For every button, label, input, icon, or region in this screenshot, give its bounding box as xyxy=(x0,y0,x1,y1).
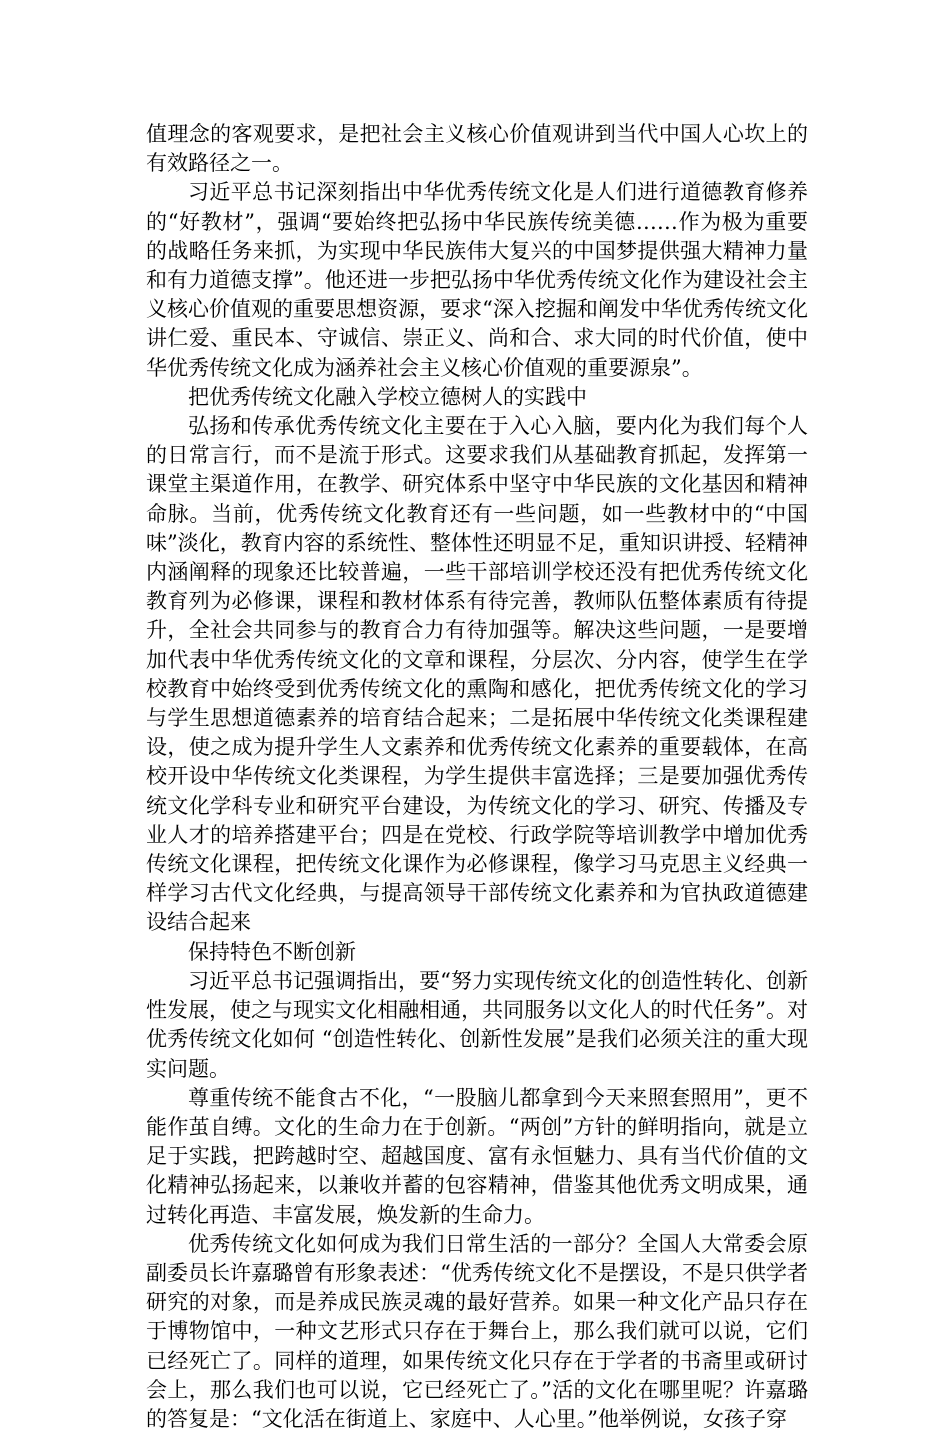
paragraph-body: 优秀传统文化如何成为我们日常生活的一部分？全国人大常委会原副委员长许嘉璐曾有形象表述：“优秀传统文化不是摆设，不是只供学者研究的对象，而是养成民族灵魂的最好营养。如果一种文化产品只存在于博物馆中，一种文艺形式只存在于舞台上，那么我们就可以说，它们已经死亡了。同样的道理，如果传统文化只存在于学者的书斋里或研讨会上，那么我们也可以说，它已经死亡了。”活的文化在哪里呢？许嘉璐的答复是：“文化活在街道上、家庭中、人心里。”他举例说，女孩子穿 xyxy=(146,1231,808,1431)
paragraph-continuation: 值理念的客观要求，是把社会主义核心价值观讲到当代中国人心坎上的有效路径之一。 xyxy=(146,122,808,176)
paragraph-body: 习近平总书记深刻指出中华优秀传统文化是人们进行道德教育修养的“好教材”，强调“要始终把弘扬中华民族传统美德……作为极为重要的战略任务来抓，为实现中华民族伟大复兴的中国梦提供强大精神力量和有力道德支撑”。他还进一步把弘扬中华优秀传统文化作为建设社会主义核心价值观的重要思想资源，要求“深入挖掘和阐发中华优秀传统文化讲仁爱、重民本、守诚信、崇正义、尚和合、求大同的时代价值，使中华优秀传统文化成为涵养社会主义核心价值观的重要源泉”。 xyxy=(146,180,808,380)
section-heading: 把优秀传统文化融入学校立德树人的实践中 xyxy=(188,384,587,409)
paragraph-body: 尊重传统不能食古不化，“一股脑儿都拿到今天来照套照用”，更不能作茧自缚。文化的生命力在于创新。“两创”方针的鲜明指向，就是立足于实践，把跨越时空、超越国度、富有永恒魅力、具有当代价值的文化精神弘扬起来，以兼收并蓄的包容精神，借鉴其他优秀文明成果，通过转化再造、丰富发展，焕发新的生命力。 xyxy=(146,1085,808,1227)
paragraph-body: 弘扬和传承优秀传统文化主要在于入心入脑，要内化为我们每个人的日常言行，而不是流于形式。这要求我们从基础教育抓起，发挥第一课堂主渠道作用，在教学、研究体系中坚守中华民族的文化基因和精神命脉。当前，优秀传统文化教育还有一些问题，如一些教材中的“中国味”淡化，教育内容的系统性、整体性还明显不足，重知识讲授、轻精神内涵阐释的现象还比较普遍，一些干部培训学校还没有把优秀传统文化教育列为必修课，课程和教材体系有待完善，教师队伍整体素质有待提升，全社会共同参与的教育合力有待加强等。解决这些问题，一是要增加代表中华优秀传统文化的文章和课程，分层次、分内容，使学生在学校教育中始终受到优秀传统文化的熏陶和感化，把优秀传统文化的学习与学生思想道德素养的培育结合起来；二是拓展中华传统文化类课程建设，使之成为提升学生人文素养和优秀传统文化素养的重要载体，在高校开设中华传统文化类课程，为学生提供丰富选择；三是要加强优秀传统文化学科专业和研究平台建设，为传统文化的学习、研究、传播及专业人才的培养搭建平台；四是在党校、行政学院等培训教学中增加优秀传统文化课程，把传统文化课作为必修课程，像学习马克思主义经典一样学习古代文化经典，与提高领导干部传统文化素养和为官执政道德建设结合起来 xyxy=(146,414,808,935)
paragraph-body: 习近平总书记强调指出，要“努力实现传统文化的创造性转化、创新性发展，使之与现实文化相融相通，共同服务以文化人的时代任务”。对优秀传统文化如何 “创造性转化、创新性发展”是我们必须关注的重大现实问题。 xyxy=(146,968,808,1081)
document-page xyxy=(146,120,808,1434)
section-heading: 保持特色不断创新 xyxy=(188,939,356,964)
